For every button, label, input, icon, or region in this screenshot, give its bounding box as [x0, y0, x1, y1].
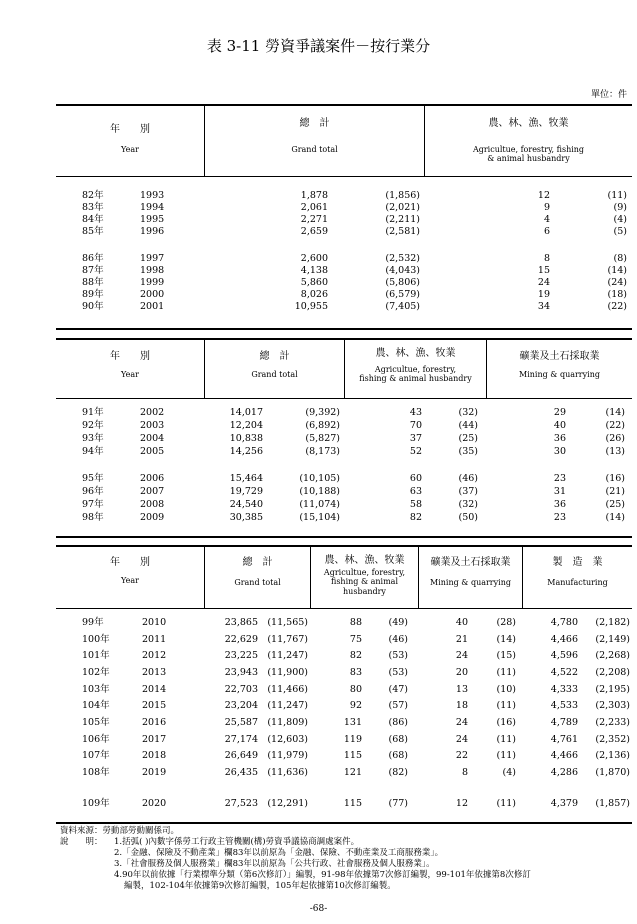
cell-mining-mediated: (15) [496, 650, 516, 661]
cell-total: 10,955 [294, 301, 328, 312]
note-4-cont: 編製，102-104年依據第9次修訂編製，105年起依據第10次修訂編製。 [124, 881, 396, 891]
cell-agri: 83 [349, 667, 362, 678]
cell-year-ad: 1994 [140, 202, 165, 213]
cell-manufacturing: 4,333 [550, 684, 578, 695]
cell-mining: 12 [455, 798, 468, 809]
rule [56, 328, 632, 330]
note-2: 2.「金融、保險及不動產業」欄83年以前原為「金融、保險、不動產業及工商服務業」。 [114, 848, 444, 858]
cell-agri: 12 [537, 190, 550, 201]
table-row [0, 214, 637, 225]
cell-agri-mediated: (8) [613, 253, 627, 264]
cell-mining-mediated: (14) [605, 407, 625, 418]
cell-year-ad: 2019 [142, 767, 167, 778]
cell-year-ad: 2008 [140, 499, 165, 510]
cell-mining: 36 [553, 499, 566, 510]
cell-total: 4,138 [300, 265, 328, 276]
cell-year-ad: 2009 [140, 512, 165, 523]
cell-total: 26,649 [224, 750, 258, 761]
cell-agri: 37 [409, 433, 422, 444]
cell-agri: 82 [349, 650, 362, 661]
cell-year-ad: 2015 [142, 700, 167, 711]
cell-year-roc: 99年 [82, 617, 104, 628]
cell-manufacturing: 4,379 [550, 798, 578, 809]
cell-total-mediated: (10,105) [299, 473, 340, 484]
table-row [0, 798, 637, 809]
cell-year-roc: 103年 [82, 684, 110, 695]
cell-mining: 31 [553, 486, 566, 497]
cell-agri-mediated: (22) [607, 301, 627, 312]
cell-year-roc: 93年 [82, 433, 104, 444]
cell-total-mediated: (2,581) [385, 226, 420, 237]
cell-mining-mediated: (4) [502, 767, 516, 778]
cell-manufacturing: 4,466 [550, 750, 578, 761]
cell-year-ad: 2020 [142, 798, 167, 809]
rule [56, 104, 632, 106]
cell-mining-mediated: (11) [496, 750, 516, 761]
cell-mining: 24 [455, 734, 468, 745]
cell-agri: 121 [343, 767, 362, 778]
notes-source: 資料來源：勞動部勞動關係司。 [60, 826, 180, 836]
cell-total-mediated: (5,806) [385, 277, 420, 288]
cell-agri-mediated: (47) [388, 684, 408, 695]
note-1: 1.括弧( )內數字係勞工行政主管機關(構)勞資爭議協商調處案件。 [114, 837, 360, 847]
cell-total-mediated: (15,104) [299, 512, 340, 523]
cell-total: 27,523 [224, 798, 258, 809]
cell-mining: 20 [455, 667, 468, 678]
cell-agri: 92 [349, 700, 362, 711]
cell-agri: 119 [343, 734, 362, 745]
cell-total: 24,540 [229, 499, 263, 510]
cell-agri-mediated: (68) [388, 734, 408, 745]
cell-agri-mediated: (53) [388, 667, 408, 678]
cell-mining: 40 [455, 617, 468, 628]
table-row [0, 253, 637, 264]
page-number: -68- [309, 904, 328, 914]
cell-total: 5,860 [300, 277, 328, 288]
cell-total: 2,271 [300, 214, 328, 225]
rule [56, 398, 632, 399]
cell-manufacturing: 4,533 [550, 700, 578, 711]
cell-agri: 80 [349, 684, 362, 695]
cell-agri: 24 [537, 277, 550, 288]
cell-mining-mediated: (11) [496, 798, 516, 809]
cell-total: 23,225 [224, 650, 258, 661]
cell-total-mediated: (11,565) [267, 617, 308, 628]
cell-mining-mediated: (28) [496, 617, 516, 628]
cell-year-ad: 2012 [142, 650, 167, 661]
cell-manufacturing: 4,761 [550, 734, 578, 745]
cell-year-ad: 2002 [140, 407, 165, 418]
cell-total-mediated: (11,074) [299, 499, 340, 510]
cell-total: 10,838 [229, 433, 263, 444]
cell-agri: 34 [537, 301, 550, 312]
cell-agri-mediated: (53) [388, 650, 408, 661]
cell-year-roc: 98年 [82, 512, 104, 523]
cell-total-mediated: (11,247) [267, 650, 308, 661]
cell-mining: 8 [461, 767, 468, 778]
rule [56, 176, 632, 177]
unit-label: 單位：件 [590, 90, 627, 100]
cell-year-ad: 2016 [142, 717, 167, 728]
cell-year-roc: 86年 [82, 253, 104, 264]
cell-total: 23,865 [224, 617, 258, 628]
header-agri: 農、林、漁、牧業 Agricultue, forestry, fishing & animal husbandry [323, 555, 406, 596]
table-row [0, 734, 637, 745]
cell-manufacturing-mediated: (2,352) [595, 734, 630, 745]
cell-mining: 18 [455, 700, 468, 711]
cell-total: 1,878 [300, 190, 328, 201]
cell-year-roc: 102年 [82, 667, 110, 678]
cell-manufacturing: 4,466 [550, 634, 578, 645]
cell-total: 15,464 [229, 473, 263, 484]
note-3: 3.「社會服務及個人服務業」欄83年以前原為「公共行政、社會服務及個人服務業」。 [114, 859, 435, 869]
cell-mining-mediated: (11) [496, 734, 516, 745]
cell-total-mediated: (6,579) [385, 289, 420, 300]
cell-manufacturing: 4,789 [550, 717, 578, 728]
cell-total-mediated: (2,532) [385, 253, 420, 264]
cell-agri-mediated: (14) [607, 265, 627, 276]
cell-year-ad: 2006 [140, 473, 165, 484]
cell-total-mediated: (8,173) [305, 446, 340, 457]
cell-agri-mediated: (68) [388, 750, 408, 761]
rule [56, 608, 632, 609]
cell-mining: 24 [455, 650, 468, 661]
cell-total: 14,256 [229, 446, 263, 457]
cell-year-ad: 1998 [140, 265, 165, 276]
cell-mining-mediated: (26) [605, 433, 625, 444]
cell-manufacturing-mediated: (2,303) [595, 700, 630, 711]
cell-mining-mediated: (25) [605, 499, 625, 510]
cell-year-ad: 1995 [140, 214, 165, 225]
cell-agri: 70 [409, 420, 422, 431]
table-row [0, 202, 637, 213]
table-row [0, 717, 637, 728]
header-year: 年 別 Year [110, 351, 150, 379]
cell-mining: 29 [553, 407, 566, 418]
cell-total-mediated: (2,211) [385, 214, 420, 225]
cell-total: 23,943 [224, 667, 258, 678]
cell-year-roc: 84年 [82, 214, 104, 225]
cell-agri: 58 [409, 499, 422, 510]
table-row [0, 684, 637, 695]
cell-total-mediated: (4,043) [385, 265, 420, 276]
cell-year-roc: 97年 [82, 499, 104, 510]
cell-year-roc: 83年 [82, 202, 104, 213]
cell-agri-mediated: (82) [388, 767, 408, 778]
table-row [0, 433, 637, 444]
cell-mining: 23 [553, 512, 566, 523]
cell-agri-mediated: (25) [458, 433, 478, 444]
header-total: 總 計 Grand total [291, 118, 338, 154]
cell-total-mediated: (11,809) [267, 717, 308, 728]
cell-agri: 115 [343, 798, 362, 809]
cell-year-ad: 1999 [140, 277, 165, 288]
cell-mining-mediated: (14) [605, 512, 625, 523]
cell-agri-mediated: (50) [458, 512, 478, 523]
cell-agri-mediated: (77) [388, 798, 408, 809]
cell-agri-mediated: (9) [613, 202, 627, 213]
cell-agri: 6 [543, 226, 550, 237]
cell-agri-mediated: (46) [388, 634, 408, 645]
cell-year-ad: 2000 [140, 289, 165, 300]
cell-agri: 131 [343, 717, 362, 728]
rule [56, 822, 632, 824]
cell-mining: 40 [553, 420, 566, 431]
cell-total-mediated: (11,636) [267, 767, 308, 778]
cell-year-roc: 88年 [82, 277, 104, 288]
cell-agri: 19 [537, 289, 550, 300]
cell-agri: 60 [409, 473, 422, 484]
table-row [0, 190, 637, 201]
cell-mining-mediated: (11) [496, 700, 516, 711]
cell-manufacturing: 4,780 [550, 617, 578, 628]
cell-agri-mediated: (86) [388, 717, 408, 728]
cell-year-roc: 89年 [82, 289, 104, 300]
cell-agri: 52 [409, 446, 422, 457]
table-row [0, 301, 637, 312]
cell-mining: 21 [455, 634, 468, 645]
cell-year-ad: 2003 [140, 420, 165, 431]
header-agri: 農、林、漁、牧業 Agricultue, forestry, fishing & animal husbandry [359, 348, 472, 384]
cell-year-ad: 2001 [140, 301, 165, 312]
cell-agri-mediated: (32) [458, 407, 478, 418]
cell-total-mediated: (9,392) [305, 407, 340, 418]
cell-total: 12,204 [229, 420, 263, 431]
cell-agri-mediated: (11) [607, 190, 627, 201]
cell-total-mediated: (6,892) [305, 420, 340, 431]
cell-mining: 22 [455, 750, 468, 761]
table-row [0, 512, 637, 523]
cell-total-mediated: (12,291) [267, 798, 308, 809]
table-row [0, 277, 637, 288]
cell-total-mediated: (11,466) [267, 684, 308, 695]
table-row [0, 226, 637, 237]
table-row [0, 473, 637, 484]
cell-mining: 13 [455, 684, 468, 695]
cell-agri-mediated: (44) [458, 420, 478, 431]
cell-manufacturing-mediated: (2,149) [595, 634, 630, 645]
cell-year-roc: 107年 [82, 750, 110, 761]
table-row [0, 617, 637, 628]
cell-year-roc: 82年 [82, 190, 104, 201]
cell-mining: 24 [455, 717, 468, 728]
cell-year-roc: 96年 [82, 486, 104, 497]
cell-agri-mediated: (4) [613, 214, 627, 225]
cell-agri-mediated: (18) [607, 289, 627, 300]
cell-total-mediated: (11,247) [267, 700, 308, 711]
cell-agri-mediated: (46) [458, 473, 478, 484]
cell-total: 2,061 [300, 202, 328, 213]
header-total: 總 計 Grand total [251, 351, 298, 379]
cell-total-mediated: (1,856) [385, 190, 420, 201]
cell-year-ad: 2005 [140, 446, 165, 457]
cell-year-roc: 105年 [82, 717, 110, 728]
cell-total: 27,174 [224, 734, 258, 745]
cell-year-roc: 94年 [82, 446, 104, 457]
cell-manufacturing-mediated: (2,233) [595, 717, 630, 728]
cell-total: 2,600 [300, 253, 328, 264]
cell-year-ad: 2011 [142, 634, 167, 645]
table-row [0, 667, 637, 678]
table-row [0, 700, 637, 711]
cell-manufacturing: 4,596 [550, 650, 578, 661]
table-row [0, 289, 637, 300]
cell-mining-mediated: (22) [605, 420, 625, 431]
cell-manufacturing-mediated: (2,268) [595, 650, 630, 661]
cell-year-ad: 2007 [140, 486, 165, 497]
cell-year-ad: 1996 [140, 226, 165, 237]
cell-manufacturing: 4,522 [550, 667, 578, 678]
cell-agri: 9 [543, 202, 550, 213]
cell-total: 8,026 [300, 289, 328, 300]
header-year: 年 別 Year [110, 124, 150, 154]
cell-year-roc: 100年 [82, 634, 110, 645]
cell-mining-mediated: (13) [605, 446, 625, 457]
cell-total: 22,703 [224, 684, 258, 695]
table-row [0, 486, 637, 497]
cell-agri: 115 [343, 750, 362, 761]
cell-total-mediated: (11,979) [267, 750, 308, 761]
cell-year-roc: 106年 [82, 734, 110, 745]
table-row [0, 265, 637, 276]
cell-agri-mediated: (57) [388, 700, 408, 711]
table-row [0, 407, 637, 418]
cell-agri-mediated: (5) [613, 226, 627, 237]
cell-mining-mediated: (16) [605, 473, 625, 484]
cell-year-roc: 87年 [82, 265, 104, 276]
note-4: 4.90年以前依據「行業標準分類（第6次修訂）」編製，91-98年依據第7次修訂編製，99-101年依據第8次修訂 [114, 870, 531, 880]
cell-year-roc: 101年 [82, 650, 110, 661]
cell-total-mediated: (5,827) [305, 433, 340, 444]
cell-agri: 43 [409, 407, 422, 418]
header-manufacturing: 製 造 業 Manufacturing [547, 557, 608, 587]
cell-year-ad: 2017 [142, 734, 167, 745]
cell-total: 19,729 [229, 486, 263, 497]
cell-agri-mediated: (32) [458, 499, 478, 510]
cell-year-roc: 90年 [82, 301, 104, 312]
cell-year-roc: 109年 [82, 798, 110, 809]
cell-year-ad: 1997 [140, 253, 165, 264]
header-total: 總 計 Grand total [234, 557, 281, 587]
cell-year-ad: 2010 [142, 617, 167, 628]
cell-year-roc: 85年 [82, 226, 104, 237]
cell-manufacturing-mediated: (2,208) [595, 667, 630, 678]
cell-total-mediated: (2,021) [385, 202, 420, 213]
cell-total-mediated: (11,767) [267, 634, 308, 645]
cell-agri: 63 [409, 486, 422, 497]
cell-agri: 4 [543, 214, 550, 225]
rule [56, 536, 632, 538]
table-row [0, 420, 637, 431]
cell-manufacturing-mediated: (1,857) [595, 798, 630, 809]
cell-total-mediated: (7,405) [385, 301, 420, 312]
cell-manufacturing-mediated: (2,182) [595, 617, 630, 628]
cell-total: 23,204 [224, 700, 258, 711]
table-row [0, 499, 637, 510]
cell-total-mediated: (12,603) [267, 734, 308, 745]
cell-manufacturing-mediated: (2,136) [595, 750, 630, 761]
cell-total-mediated: (11,900) [267, 667, 308, 678]
cell-total-mediated: (10,188) [299, 486, 340, 497]
cell-agri-mediated: (35) [458, 446, 478, 457]
cell-manufacturing-mediated: (1,870) [595, 767, 630, 778]
cell-agri: 75 [349, 634, 362, 645]
cell-manufacturing-mediated: (2,195) [595, 684, 630, 695]
cell-manufacturing: 4,286 [550, 767, 578, 778]
cell-year-ad: 2014 [142, 684, 167, 695]
cell-mining-mediated: (10) [496, 684, 516, 695]
rule [56, 545, 632, 547]
cell-agri-mediated: (49) [388, 617, 408, 628]
cell-total: 25,587 [224, 717, 258, 728]
cell-total: 26,435 [224, 767, 258, 778]
table-row [0, 634, 637, 645]
table-row [0, 767, 637, 778]
cell-total: 30,385 [229, 512, 263, 523]
header-year: 年 別 Year [110, 557, 150, 585]
cell-mining-mediated: (21) [605, 486, 625, 497]
cell-year-ad: 2004 [140, 433, 165, 444]
cell-year-ad: 2018 [142, 750, 167, 761]
cell-agri: 82 [409, 512, 422, 523]
table-row [0, 446, 637, 457]
cell-year-roc: 104年 [82, 700, 110, 711]
table-row [0, 650, 637, 661]
cell-mining-mediated: (11) [496, 667, 516, 678]
cell-mining-mediated: (16) [496, 717, 516, 728]
cell-agri: 88 [349, 617, 362, 628]
cell-year-roc: 95年 [82, 473, 104, 484]
header-mining: 礦業及土石採取業 Mining & quarrying [430, 557, 511, 587]
cell-agri-mediated: (37) [458, 486, 478, 497]
cell-total: 22,629 [224, 634, 258, 645]
cell-agri-mediated: (24) [607, 277, 627, 288]
notes-label: 說 明： [60, 837, 103, 847]
header-mining: 礦業及土石採取業 Mining & quarrying [519, 351, 600, 379]
cell-total: 2,659 [300, 226, 328, 237]
table-row [0, 750, 637, 761]
cell-mining: 23 [553, 473, 566, 484]
cell-total: 14,017 [229, 407, 263, 418]
cell-year-roc: 92年 [82, 420, 104, 431]
header-agri: 農、林、漁、牧業 Agricultue, forestry, fishing & animal husbandry [472, 118, 585, 164]
cell-year-roc: 91年 [82, 407, 104, 418]
cell-agri: 8 [543, 253, 550, 264]
cell-year-ad: 2013 [142, 667, 167, 678]
cell-mining-mediated: (14) [496, 634, 516, 645]
cell-agri: 15 [537, 265, 550, 276]
table-title: 表 3-11 勞資爭議案件－按行業分 [206, 37, 431, 55]
cell-mining: 30 [553, 446, 566, 457]
cell-year-ad: 1993 [140, 190, 165, 201]
cell-year-roc: 108年 [82, 767, 110, 778]
cell-mining: 36 [553, 433, 566, 444]
